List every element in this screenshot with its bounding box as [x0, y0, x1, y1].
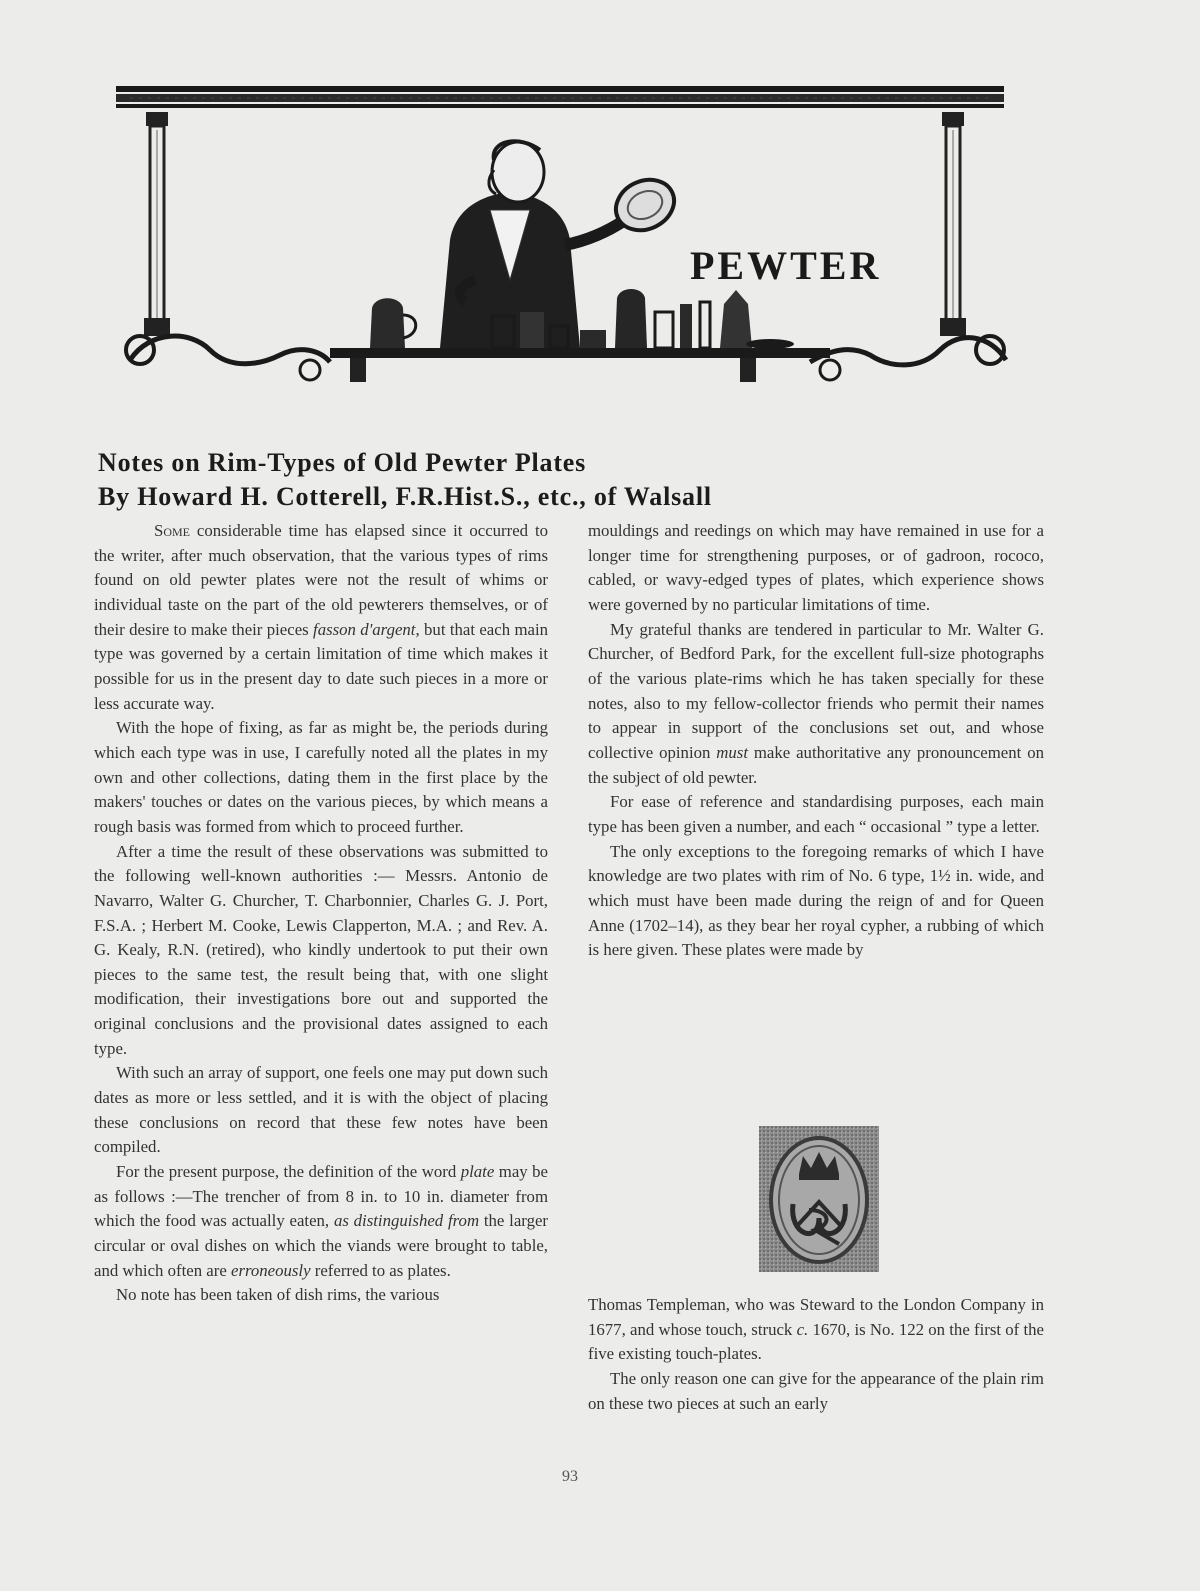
paragraph: For the present purpose, the definition of the word plate may be as follows :—The trencher of from 8 in. to 10 in. diameter from which the food was actually eaten, as distinguished from the larger circular or oval dishes on which the viands were brought to table, and which often are erroneously referred to as plates. — [94, 1162, 549, 1280]
paragraph: For ease of reference and standardising purposes, each main type has been given a number, and each “ occasional ” type a letter. — [588, 792, 1044, 836]
paragraph: With the hope of fixing, as far as might be, the periods during which each type was in use, I carefully noted all the plates in my own and other collections, dating them in the first place by the makers' touches or dates on the various pieces, by which means a rough basis was formed from which to proceed further. — [94, 718, 548, 836]
pewter-header-word: PEWTER — [690, 243, 882, 288]
paragraph: Some considerable time has elapsed since it occurred to the writer, after much observation, that the various types of rims found on old pewter plates were not the result of whims or individual taste on the part of the old pewterers themselves, or of their desire to make their pieces fasson d'argent, but that each main type was governed by a certain limitation of time which makes it possible for us in the present day to date such pieces in a more or less accurate way. — [94, 521, 549, 713]
title-line-1: Notes on Rim-Types of Old Pewter Plates — [98, 448, 587, 477]
title-line-2: By Howard H. Cotterell, F.R.Hist.S., etc., of Walsall — [98, 482, 712, 511]
paragraph: The only reason one can give for the appearance of the plain rim on these two pieces at such an early — [588, 1368, 1044, 1413]
paragraph: After a time the result of these observations was submitted to the following well-known authorities :— Messrs. Antonio de Navarro, Walter G. Churcher, T. Charbonnier, Charles G. J. Port, F.S.A. ; Herbert M. Cooke, Lewis Clapperton, M.A. ; and Rev. A. G. Kealy, R.N. (retired), who kindly undertook to put their own pieces to the same test, the result being that, with one slight modification, their investigations bore out and supported the original conclusions and the provisional dates assigned to each type. — [94, 841, 548, 1058]
right-column-bottom — [588, 1293, 1044, 1416]
pewterer-inspecting-plate-illustration — [110, 80, 1030, 420]
royal-cypher-rubbing-image — [759, 1126, 879, 1272]
paragraph: No note has been taken of dish rims, the various — [116, 1285, 440, 1305]
left-column — [94, 519, 548, 1308]
paragraph: Thomas Templeman, who was Steward to the London Company in 1677, and whose touch, struck c. 1670, is No. 122 on the first of the five existing touch-plates. — [588, 1295, 1044, 1364]
paragraph: With such an array of support, one feels one may put down such dates as more or less settled, and it is with the object of placing these conclusions on record that these few notes have been compiled. — [94, 1063, 548, 1157]
paragraph: The only exceptions to the foregoing remarks of which I have knowledge are two plates with rim of No. 6 type, 1½ in. wide, and which must have been made during the reign of and for Queen Anne (1702–14), as they bear her royal cypher, a rubbing of which is here given. These plates were made by — [588, 841, 1044, 960]
paragraph: My grateful thanks are tendered in particular to Mr. Walter G. Churcher, of Bedford Park, for the excellent full-size photographs of the various plate-rims which he has taken specially for these notes, also to my fellow-collector friends who permit their names to appear in support of the conclusions set out, and whose collective opinion must make authoritative any pronouncement on the subject of old pewter. — [588, 619, 1044, 787]
paragraph: mouldings and reedings on which may have remained in use for a longer time for strengthening purposes, or of gadroon, rococo, cabled, or wavy-edged types of plates, which experience shows were governed by no particular limitations of time. — [588, 521, 1044, 614]
article-title — [98, 446, 1098, 514]
page-number: 93 — [562, 1468, 578, 1485]
right-column-top — [588, 519, 1044, 963]
